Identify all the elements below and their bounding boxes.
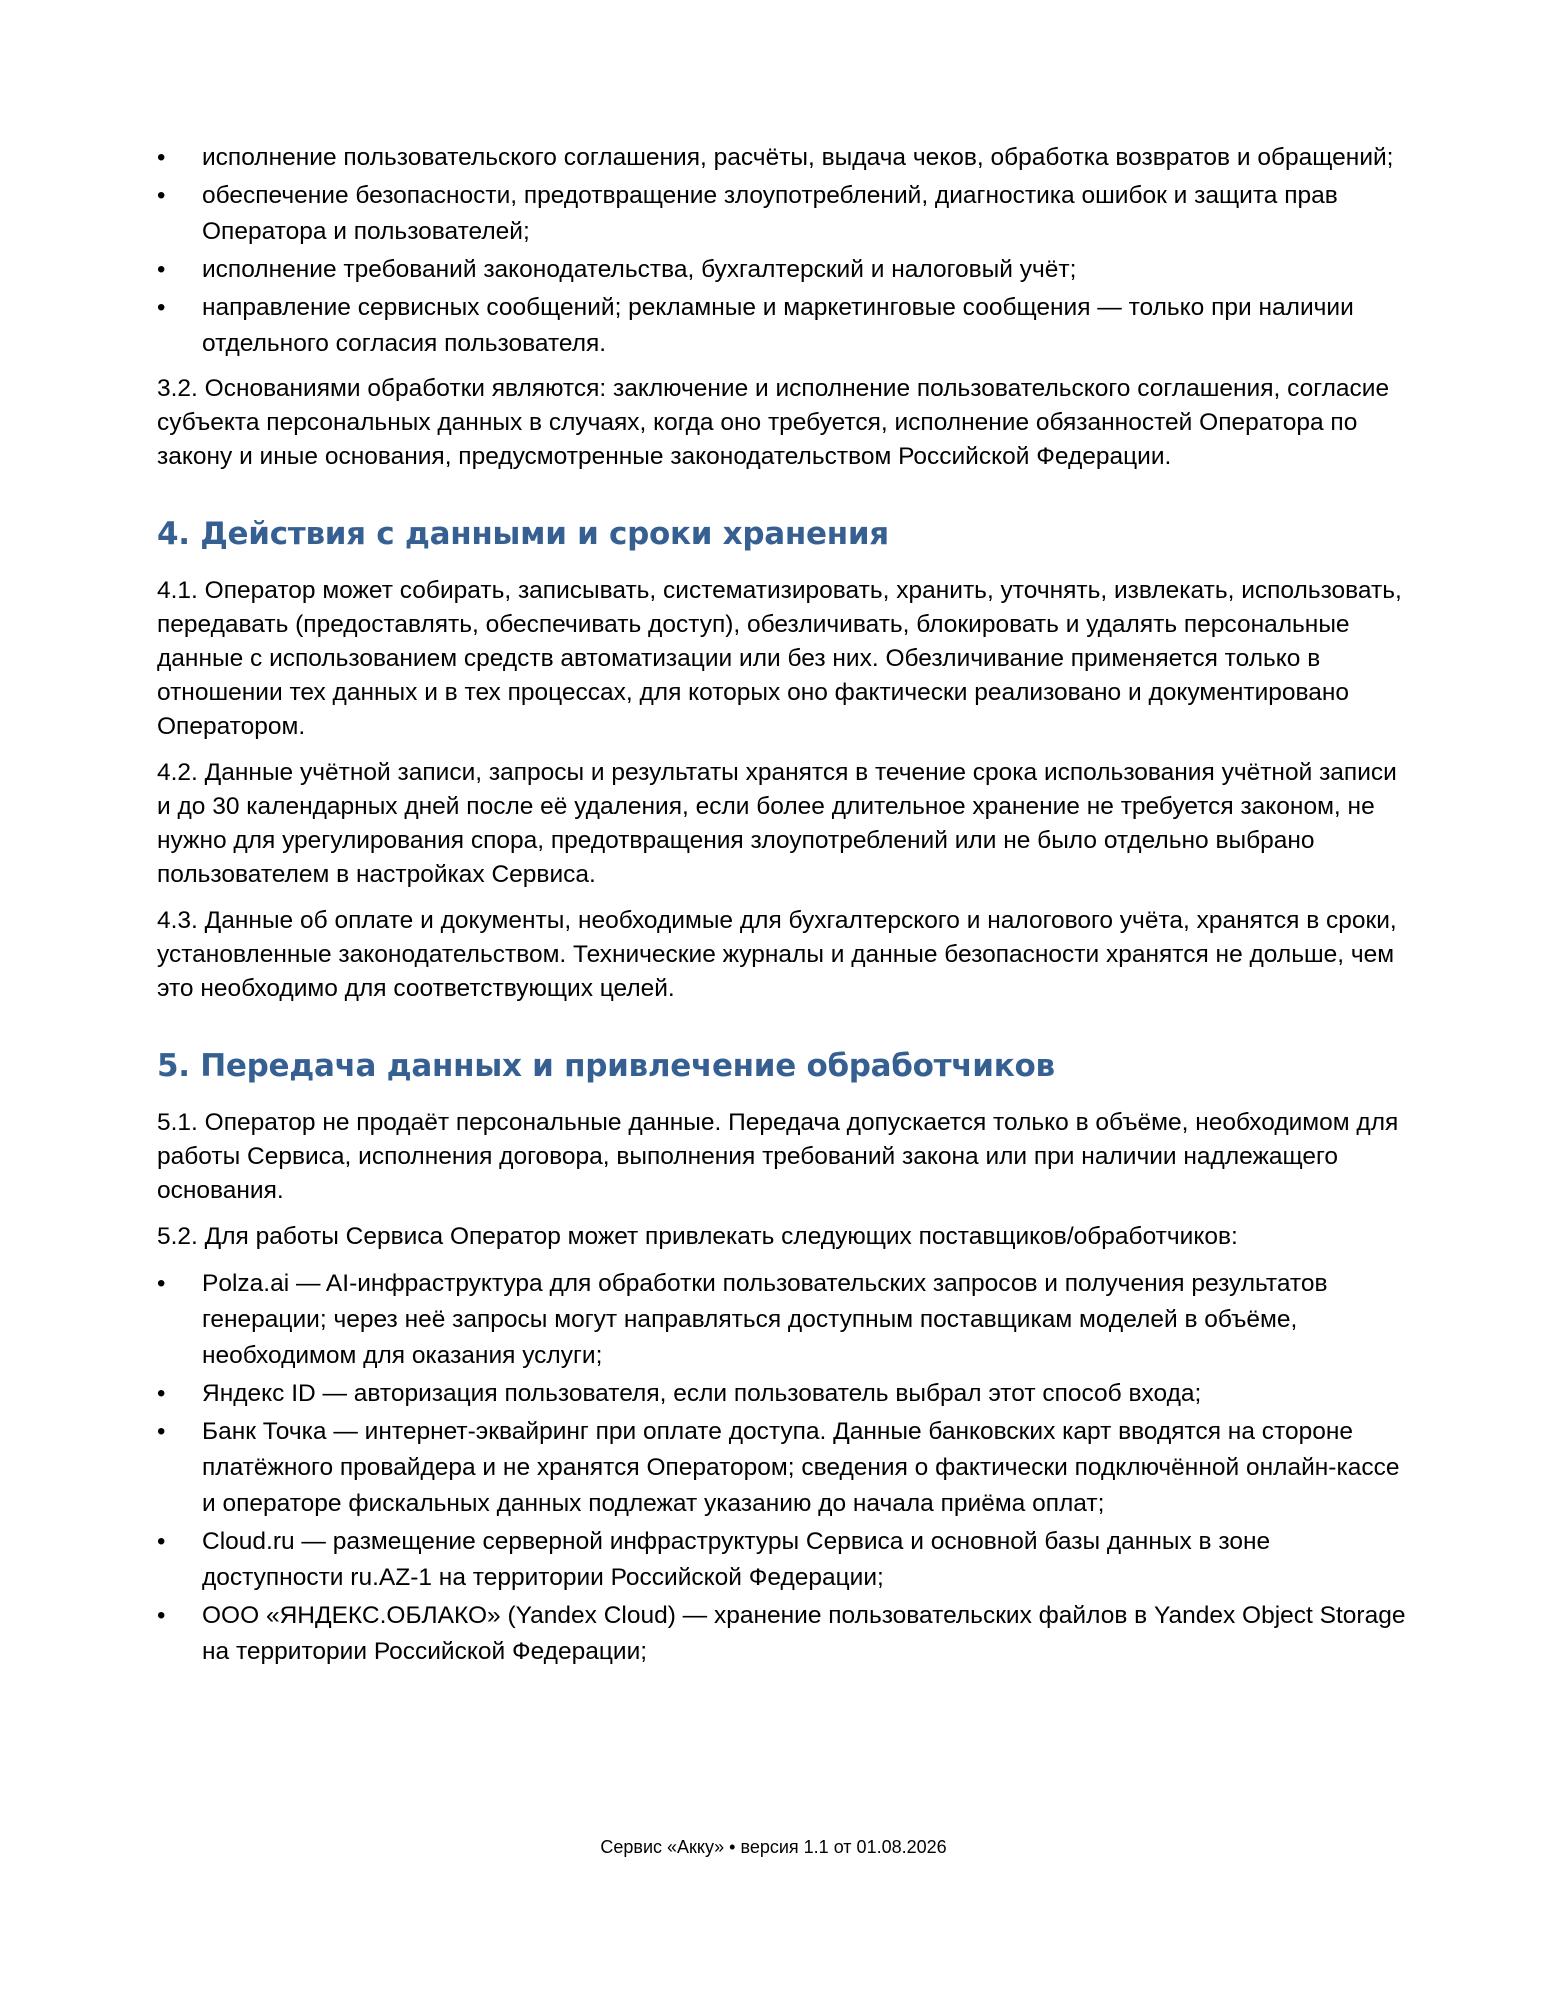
list-item <box>157 1598 1417 1670</box>
list-item <box>157 140 1417 176</box>
paragraph-4-3: 4.3. Данные об оплате и документы, необходимые для бухгалтерского и налогового учёта, хранятся в сроки, установленные законодательством. Технические журналы и данные безопасности хранятся не дольше, чем это необходимо для соответствующих целей. <box>157 907 1397 1002</box>
bullet-icon: • <box>157 1380 166 1407</box>
list-item-text: Polza.ai — AI-инфраструктура для обработки пользовательских запросов и получения результатов генерации; через неё запросы могут направляться доступным поставщикам моделей в объёме, необходимом для оказания услуги; <box>202 1270 1328 1369</box>
paragraph-5-1: 5.1. Оператор не продаёт персональные данные. Передача допускается только в объёме, необходимом для работы Сервиса, исполнения договора, выполнения требований закона или при наличии надлежащего основания. <box>157 1109 1399 1204</box>
providers-list <box>157 1266 1417 1670</box>
list-item-text: исполнение пользовательского соглашения, расчёты, выдача чеков, обработка возвратов и обращений; <box>202 144 1394 171</box>
list-item <box>157 1376 1417 1412</box>
list-item-text: Банк Точка — интернет-эквайринг при оплате доступа. Данные банковских карт вводятся на стороне платёжного провайдера и не хранятся Оператором; сведения о фактически подключённой онлайн-кассе и операторе фискальных данных подлежат указанию до начала приёма оплат; <box>202 1418 1400 1517</box>
bullet-icon: • <box>157 182 166 209</box>
bullet-icon: • <box>157 144 166 171</box>
paragraph-4-2: 4.2. Данные учётной записи, запросы и результаты хранятся в течение срока использования учётной записи и до 30 календарных дней после её удаления, если более длительное хранение не требуется законом, не нужно для урегулирования спора, предотвращения злоупотреблений или не было отдельно выбрано пользователем в настройках Сервиса. <box>157 759 1397 888</box>
list-item <box>157 1524 1417 1596</box>
list-item-text: Cloud.ru — размещение серверной инфраструктуры Сервиса и основной базы данных в зоне доступности ru.AZ-1 на территории Российской Федерации; <box>202 1528 1271 1591</box>
list-item <box>157 290 1417 362</box>
paragraph-3-2: 3.2. Основаниями обработки являются: заключение и исполнение пользовательского соглашения, согласие субъекта персональных данных в случаях, когда оно требуется, исполнение обязанностей Оператора по закону и иные основания, предусмотренные законодательством Российской Федерации. <box>157 375 1390 470</box>
document-page <box>157 140 1417 1672</box>
list-item <box>157 1414 1417 1522</box>
bullet-icon: • <box>157 1602 166 1629</box>
list-item-text: направление сервисных сообщений; рекламные и маркетинговые сообщения — только при наличии отдельного согласия пользователя. <box>202 294 1354 357</box>
bullet-icon: • <box>157 1270 166 1297</box>
list-item-text: ООО «ЯНДЕКС.ОБЛАКО» (Yandex Cloud) — хранение пользовательских файлов в Yandex Object Storage на территории Российской Федерации; <box>202 1602 1406 1665</box>
bullet-icon: • <box>157 256 166 283</box>
paragraph-4-1: 4.1. Оператор может собирать, записывать, систематизировать, хранить, уточнять, извлекать, использовать, передавать (предоставлять, обеспечивать доступ), обезличивать, блокировать и удалять персональные данные с использованием средств автоматизации или без них. Обезличивание применяется только в отношении тех данных и в тех процессах, для которых оно фактически реализовано и документировано Оператором. <box>157 577 1402 740</box>
list-item <box>157 252 1417 288</box>
bullet-icon: • <box>157 1528 166 1555</box>
section-5-heading: 5. Передача данных и привлечение обработчиков <box>157 1048 1055 1084</box>
list-item-text: исполнение требований законодательства, бухгалтерский и налоговый учёт; <box>202 256 1077 283</box>
list-item <box>157 178 1417 250</box>
list-item-text: обеспечение безопасности, предотвращение злоупотреблений, диагностика ошибок и защита прав Оператора и пользователей; <box>202 182 1338 245</box>
bullet-icon: • <box>157 294 166 321</box>
paragraph-5-2: 5.2. Для работы Сервиса Оператор может привлекать следующих поставщиков/обработчиков: <box>157 1223 1238 1250</box>
list-item <box>157 1266 1417 1374</box>
purpose-list <box>157 140 1417 362</box>
bullet-icon: • <box>157 1418 166 1445</box>
section-4-heading: 4. Действия с данными и сроки хранения <box>157 516 889 552</box>
list-item-text: Яндекс ID — авторизация пользователя, если пользователь выбрал этот способ входа; <box>202 1380 1202 1407</box>
page-footer: Сервис «Акку» • версия 1.1 от 01.08.2026 <box>600 1837 947 1857</box>
